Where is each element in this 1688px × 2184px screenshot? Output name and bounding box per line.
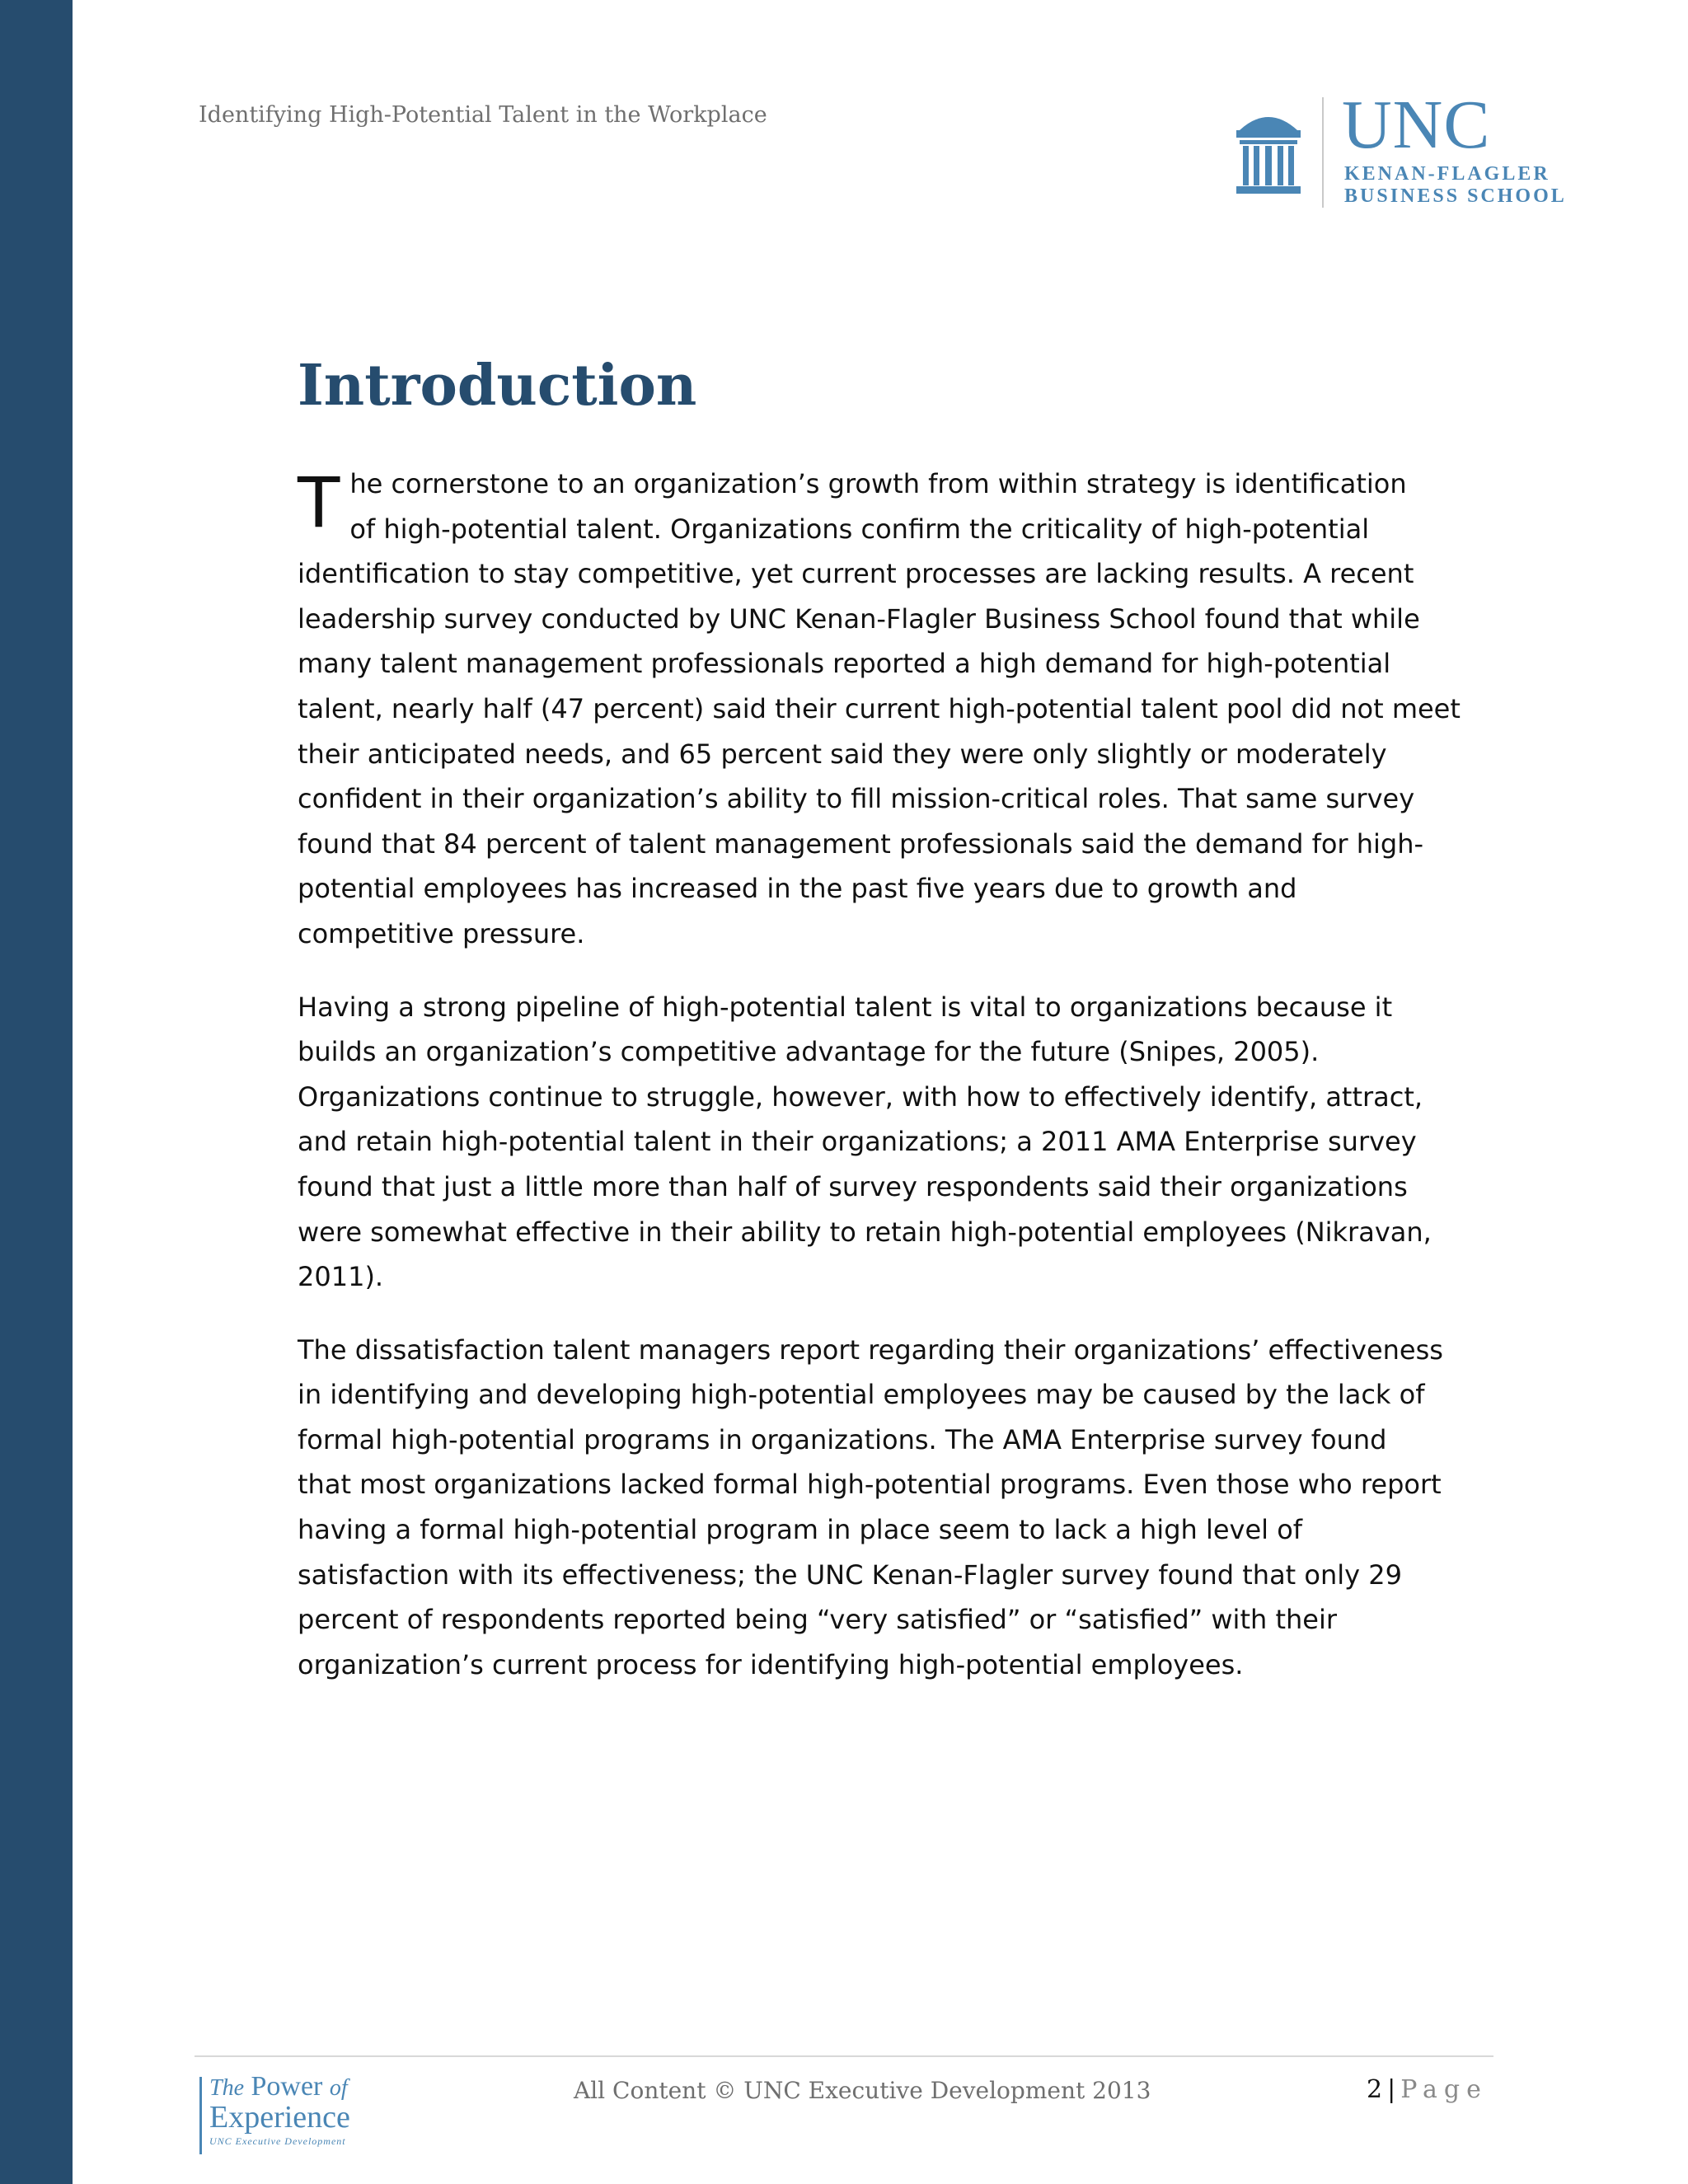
paragraph-2: Having a strong pipeline of high-potential talent is vital to organizations because it builds an organization’s competitive advantage for the future (Snipes, 2005). Organizations continue to struggle, however, with how to effectively identify, attract, and retain high-potential talent in their organizations; a 2011 AMA Enterprise survey found that just a little more than half of survey respondents said their organizations were somewhat effective in their ability to retain high-potential employees (Nikravan, 2011).	[298, 991, 1432, 1293]
logo-school-line-1: KENAN-FLAGLER	[1344, 163, 1550, 185]
footer-divider	[195, 2055, 1493, 2057]
page-number-value: 2	[1367, 2075, 1383, 2104]
body-text	[298, 462, 1493, 1715]
footer-logo-the: The	[209, 2075, 244, 2101]
footer-logo-experience: Experience	[209, 2100, 350, 2135]
page-label: Page	[1400, 2075, 1488, 2104]
page-title: Introduction	[298, 353, 697, 419]
paragraph-3: The dissatisfaction talent managers report regarding their organizations’ effectiveness in identifying and developing high-potential employees may be caused by the lack of formal high-potential programs in organizations. The AMA Enterprise survey found that most organizations lacked formal high-potential programs. Even those who report having a formal high-potential program in place seem to lack a high level of satisfaction with its effectiveness; the UNC Kenan-Flagler survey found that only 29 percent of respondents reported being “very satisfied” or “satisfied” with their organization’s current process for identifying high-potential employees.	[298, 1333, 1443, 1680]
footer-copyright: All Content © UNC Executive Development 2013	[574, 2077, 1151, 2104]
running-header-title: Identifying High-Potential Talent in the Workplace	[199, 102, 767, 128]
footer-logo-bar	[199, 2077, 202, 2154]
logo-divider	[1322, 97, 1324, 208]
drop-cap: T	[298, 462, 340, 543]
old-well-icon	[1235, 105, 1302, 196]
footer-logo-tagline: UNC Executive Development	[209, 2135, 346, 2147]
logo-school-name	[1344, 163, 1567, 208]
logo-school-line-2: BUSINESS SCHOOL	[1344, 185, 1567, 207]
side-accent-band	[0, 0, 73, 2184]
paragraph-1	[298, 462, 1493, 957]
unc-kenan-flagler-logo	[1235, 87, 1597, 213]
page-number-separator: |	[1387, 2075, 1396, 2104]
footer-logo-power: Power	[251, 2071, 323, 2102]
paragraph-1-text: he cornerstone to an organization’s growth from within strategy is identification of high-potential talent. Organizations confirm the criticality of high-potential identification to stay competitive, yet current processes are lacking results. A recent leadership survey conducted by UNC Kenan-Flagler Business School found that while many talent management professionals reported a high demand for high-potential talent, nearly half (47 percent) said their current high-potential talent pool did not meet their anticipated needs, and 65 percent said they were only slightly or moderately confident in their organization’s ability to fill mission-critical roles. That same survey found that 84 percent of talent management professionals said the demand for high- potential employees has increased in the past five years due to growth and competitive pressure.	[298, 468, 1461, 949]
logo-wordmark: UNC	[1342, 87, 1491, 163]
footer-logo-of: of	[329, 2075, 348, 2101]
power-of-experience-logo	[199, 2070, 381, 2161]
page-number	[1367, 2075, 1488, 2104]
